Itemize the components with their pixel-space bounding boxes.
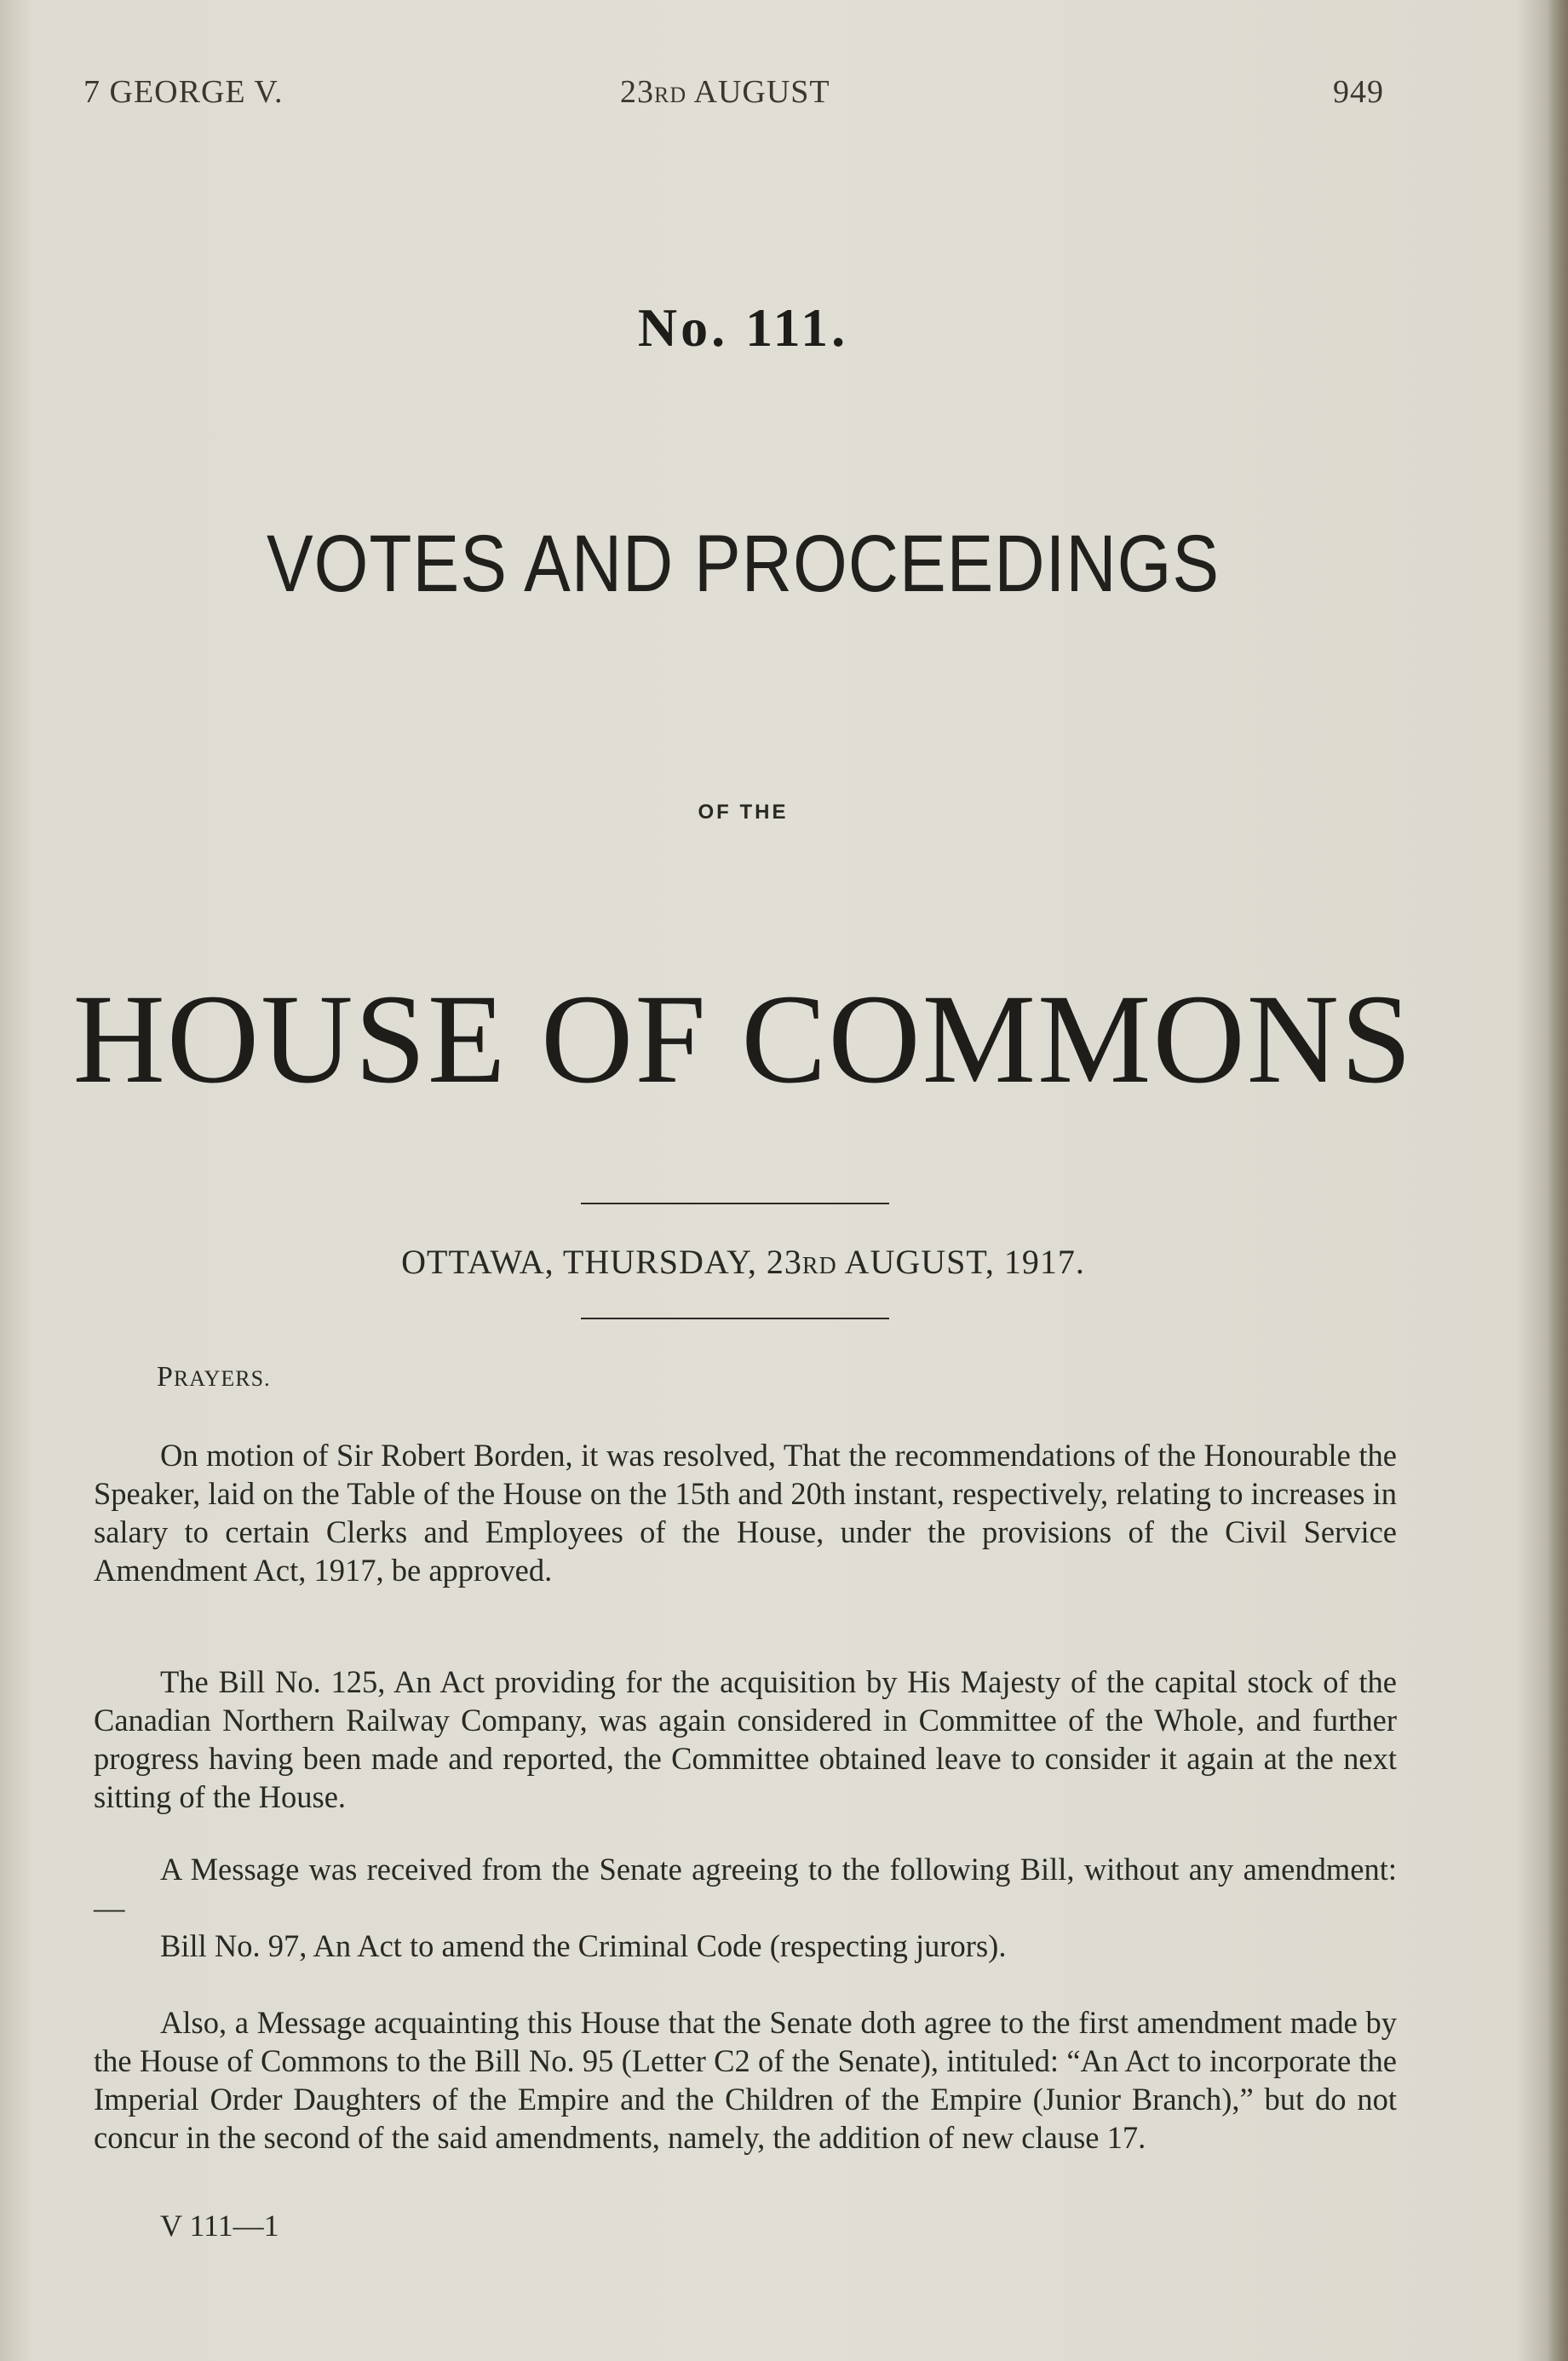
paragraph-salary-motion: On motion of Sir Robert Borden, it was resolved, That the recommendations of the Honourable the Speaker, laid on the Table of the House on the 15th and 20th instant, respectively, relating to increases in salary to certain Clerks and Employees of the House, under the provisions of the Civil Service Amendment Act, 1917, be approved. <box>94 1438 1397 1588</box>
prayers-rest: RAYERS. <box>173 1366 271 1391</box>
issue-number: No. 111. <box>637 297 849 358</box>
running-head-month: AUGUST <box>686 74 830 110</box>
paragraph-senate-message: A Message was received from the Senate agreeing to the following Bill, without any amendment:— <box>94 1852 1397 1925</box>
divider-bottom <box>581 1318 889 1319</box>
page-number: 949 <box>1333 74 1384 110</box>
running-head-left: 7 GEORGE V. <box>83 74 284 110</box>
dateline-rest: AUGUST, 1917. <box>836 1243 1085 1281</box>
running-head-suffix: RD <box>654 83 687 107</box>
running-head-center <box>620 73 830 111</box>
divider-top <box>581 1203 889 1204</box>
paragraph-bill-97: Bill No. 97, An Act to amend the Criminal Code (respecting jurors). <box>160 1928 1007 1963</box>
document-title: VOTES AND PROCEEDINGS <box>266 520 1221 609</box>
dateline <box>0 1242 1486 1282</box>
dateline-prefix: OTTAWA, THURSDAY, 23 <box>401 1243 802 1281</box>
prayers-heading <box>157 1361 271 1393</box>
paragraph-bill-125: The Bill No. 125, An Act providing for the acquisition by His Majesty of the capital stock of the Canadian Northern Railway Company, was again considered in Committee of the Whole, and further progress having been made and reported, the Committee obtained leave to consider it again at the next sitting of the House. <box>94 1664 1397 1814</box>
running-head-day: 23 <box>620 74 654 110</box>
house-title: HOUSE OF COMMONS <box>72 968 1414 1110</box>
binding-shadow <box>1548 0 1568 2361</box>
signature-mark: V 111—1 <box>160 2209 279 2243</box>
prayers-initial: P <box>157 1361 174 1393</box>
dateline-suffix: RD <box>801 1253 837 1279</box>
paragraph-bill-95: Also, a Message acquainting this House that the Senate doth agree to the first amendment made by the House of Commons to the Bill No. 95 (Letter C2 of the Senate), intituled: “An Act to incorporate the Imperial Order Daughters of the Empire and the Children of the Empire (Junior Branch),” but do not concur in the second of the said amendments, namely, the addition of new clause 17. <box>94 2005 1397 2155</box>
of-the-label: OF THE <box>698 801 789 824</box>
